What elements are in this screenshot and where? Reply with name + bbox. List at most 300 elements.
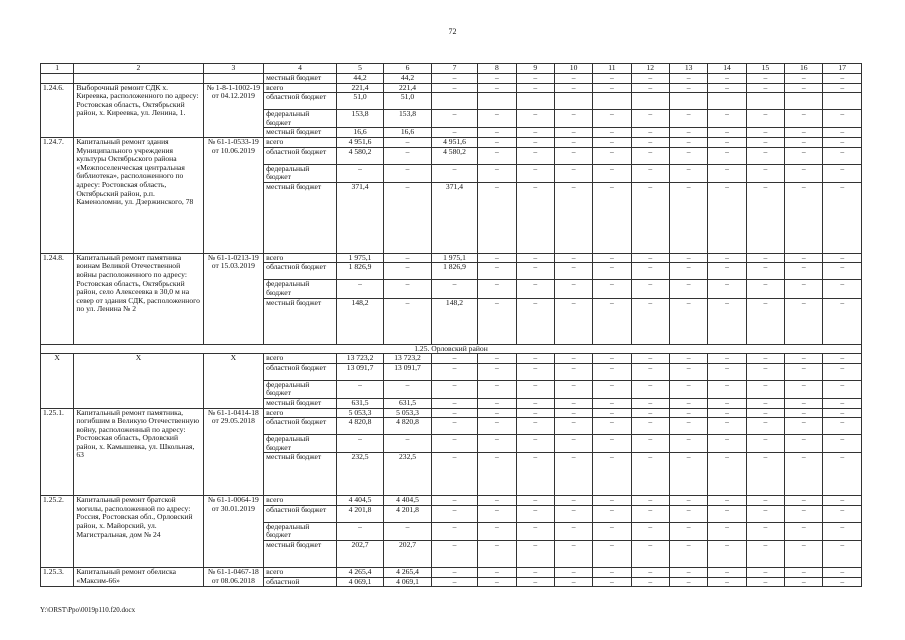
value-cell: – (708, 354, 746, 364)
value-cell: – (631, 505, 669, 522)
item-description: Капитальный ремонт памятника воинам Великой Отечественной войны расположенного по адресу: Ростовская область, Октябрьский район, село Алексеевка в 30,0 м на север от здания СДК, расположенного по ул. Ленина № 2 (74, 253, 203, 344)
value-cell: – (593, 137, 631, 147)
value-cell: – (823, 164, 862, 182)
value-cell: – (516, 577, 554, 587)
value-cell (746, 93, 784, 110)
value-cell: – (823, 147, 862, 164)
value-cell: – (823, 522, 862, 540)
value-cell: – (823, 380, 862, 398)
value-cell: – (708, 164, 746, 182)
value-cell: – (384, 147, 431, 164)
value-cell: – (431, 164, 477, 182)
budget-source: местный бюджет (264, 541, 337, 568)
value-cell: – (478, 128, 516, 138)
column-number: 7 (431, 64, 477, 74)
value-cell: – (746, 568, 784, 578)
value-cell: – (516, 298, 554, 344)
value-cell: 4 201,8 (384, 505, 431, 522)
value-cell: – (516, 253, 554, 263)
value-cell: – (708, 435, 746, 453)
value-cell: – (554, 568, 592, 578)
value-cell: – (823, 568, 862, 578)
budget-source: областной бюджет (264, 505, 337, 522)
value-cell: – (384, 522, 431, 540)
value-cell: – (746, 354, 784, 364)
value-cell: – (631, 577, 669, 587)
value-cell: – (631, 496, 669, 506)
value-cell: – (823, 128, 862, 138)
value-cell: – (478, 380, 516, 398)
value-cell: – (478, 182, 516, 253)
value-cell: – (785, 453, 823, 496)
value-cell: – (746, 418, 784, 435)
value-cell: – (669, 253, 707, 263)
value-cell: – (631, 280, 669, 298)
expertise-number: № 61-1-0213-19 от 15.03.2019 (203, 253, 264, 344)
budget-source: местный бюджет (264, 453, 337, 496)
value-cell: 4 201,8 (336, 505, 383, 522)
value-cell: – (746, 182, 784, 253)
value-cell: 153,8 (384, 110, 431, 128)
value-cell: – (669, 496, 707, 506)
value-cell: – (431, 541, 477, 568)
value-cell: – (554, 83, 592, 93)
value-cell: – (554, 380, 592, 398)
value-cell: – (785, 418, 823, 435)
value-cell: – (631, 435, 669, 453)
value-cell: – (785, 83, 823, 93)
value-cell: – (554, 522, 592, 540)
value-cell: – (431, 522, 477, 540)
value-cell: – (431, 418, 477, 435)
column-number: 16 (785, 64, 823, 74)
value-cell: – (746, 577, 784, 587)
value-cell: – (823, 182, 862, 253)
value-cell: – (516, 182, 554, 253)
value-cell: – (669, 128, 707, 138)
budget-source: областной бюджет (264, 263, 337, 280)
value-cell: 1 826,9 (431, 263, 477, 280)
value-cell: – (631, 418, 669, 435)
value-cell: – (746, 398, 784, 408)
value-cell: – (516, 418, 554, 435)
value-cell (516, 93, 554, 110)
value-cell: – (593, 74, 631, 84)
value-cell: 5 053,3 (336, 408, 383, 418)
value-cell: 44,2 (336, 74, 383, 84)
budget-source: федеральный бюджет (264, 164, 337, 182)
value-cell: 13 723,2 (336, 354, 383, 364)
value-cell: – (631, 541, 669, 568)
value-cell: – (593, 298, 631, 344)
value-cell: – (708, 137, 746, 147)
value-cell: – (631, 298, 669, 344)
value-cell: – (478, 453, 516, 496)
value-cell: – (669, 522, 707, 540)
value-cell: – (593, 83, 631, 93)
value-cell: – (823, 110, 862, 128)
value-cell: 1 826,9 (336, 263, 383, 280)
value-cell: 202,7 (336, 541, 383, 568)
value-cell: – (516, 435, 554, 453)
value-cell: – (431, 128, 477, 138)
value-cell: – (631, 354, 669, 364)
budget-source: федеральный бюджет (264, 522, 337, 540)
value-cell: – (746, 453, 784, 496)
value-cell: – (823, 280, 862, 298)
value-cell: – (746, 408, 784, 418)
value-cell: 371,4 (431, 182, 477, 253)
value-cell: – (431, 74, 477, 84)
value-cell: – (554, 110, 592, 128)
table-row (41, 74, 862, 84)
value-cell: – (478, 418, 516, 435)
value-cell: – (516, 74, 554, 84)
value-cell: – (554, 453, 592, 496)
value-cell: 148,2 (431, 298, 477, 344)
item-description: Капитальный ремонт памятника, погибшим в Великую Отечественную войну, расположенный по адресу: Ростовская область, Орловский район, х. Камышевка, ул. Школьная, 63 (74, 408, 203, 496)
item-number: 1.24.8. (41, 253, 74, 344)
value-cell: 4 951,6 (336, 137, 383, 147)
column-number: 3 (203, 64, 264, 74)
value-cell: – (823, 453, 862, 496)
value-cell: – (593, 128, 631, 138)
budget-source: областной бюджет (264, 363, 337, 380)
value-cell: – (785, 253, 823, 263)
value-cell: – (785, 380, 823, 398)
value-cell: – (384, 253, 431, 263)
value-cell: – (336, 522, 383, 540)
value-cell: – (669, 354, 707, 364)
item-number: 1.25.3. (41, 568, 74, 587)
value-cell: 4 951,6 (431, 137, 477, 147)
value-cell: – (823, 496, 862, 506)
value-cell: 4 404,5 (336, 496, 383, 506)
value-cell: – (669, 577, 707, 587)
column-number: 10 (554, 64, 592, 74)
value-cell: 4 820,8 (384, 418, 431, 435)
value-cell: – (431, 435, 477, 453)
value-cell: – (431, 83, 477, 93)
budget-source: местный бюджет (264, 398, 337, 408)
column-number: 1 (41, 64, 74, 74)
value-cell: – (746, 363, 784, 380)
expertise-number: № 61-1-0533-19 от 10.06.2019 (203, 137, 264, 253)
budget-source: всего (264, 83, 337, 93)
value-cell: 4 069,1 (384, 577, 431, 587)
value-cell: – (516, 496, 554, 506)
value-cell: – (516, 398, 554, 408)
value-cell (593, 93, 631, 110)
value-cell: – (823, 253, 862, 263)
value-cell: – (631, 137, 669, 147)
value-cell: 1 975,1 (431, 253, 477, 263)
value-cell: – (785, 137, 823, 147)
value-cell: – (516, 541, 554, 568)
value-cell: – (708, 568, 746, 578)
value-cell: – (669, 263, 707, 280)
value-cell: – (823, 398, 862, 408)
value-cell: 221,4 (384, 83, 431, 93)
value-cell: – (593, 110, 631, 128)
value-cell: – (785, 541, 823, 568)
item-description: Выборочный ремонт СДК х. Киреевка, расположенного по адресу: Ростовская область, Октябрьский район, х. Киреевка, ул. Ленина, 1. (74, 83, 203, 137)
value-cell: 16,6 (384, 128, 431, 138)
value-cell: – (669, 435, 707, 453)
expertise-number: № 61-1-0064-19 от 30.01.2019 (203, 496, 264, 568)
value-cell: – (746, 522, 784, 540)
value-cell: – (554, 263, 592, 280)
value-cell: – (593, 522, 631, 540)
value-cell: – (478, 496, 516, 506)
value-cell: – (478, 164, 516, 182)
value-cell: – (708, 522, 746, 540)
value-cell: – (478, 110, 516, 128)
value-cell: – (554, 505, 592, 522)
column-number: 13 (669, 64, 707, 74)
value-cell: – (478, 298, 516, 344)
budget-source: всего (264, 354, 337, 364)
budget-source: областной (264, 577, 337, 587)
value-cell (631, 93, 669, 110)
value-cell: – (785, 128, 823, 138)
value-cell: – (631, 363, 669, 380)
value-cell: – (516, 280, 554, 298)
value-cell: – (554, 577, 592, 587)
value-cell: – (516, 453, 554, 496)
budget-source: федеральный бюджет (264, 280, 337, 298)
value-cell: – (431, 453, 477, 496)
value-cell: – (823, 577, 862, 587)
value-cell: – (478, 522, 516, 540)
value-cell: – (669, 164, 707, 182)
column-number: 8 (478, 64, 516, 74)
value-cell: – (516, 263, 554, 280)
value-cell (708, 93, 746, 110)
budget-source: областной бюджет (264, 147, 337, 164)
value-cell: – (593, 568, 631, 578)
value-cell: – (785, 147, 823, 164)
value-cell: – (384, 380, 431, 398)
value-cell: – (708, 83, 746, 93)
value-cell: – (478, 74, 516, 84)
value-cell: – (631, 453, 669, 496)
value-cell: 51,0 (336, 93, 383, 110)
value-cell: – (746, 496, 784, 506)
value-cell: – (746, 83, 784, 93)
value-cell (785, 93, 823, 110)
value-cell: – (708, 380, 746, 398)
value-cell: – (516, 568, 554, 578)
value-cell: – (431, 496, 477, 506)
value-cell: – (785, 182, 823, 253)
value-cell: – (669, 280, 707, 298)
value-cell: – (516, 128, 554, 138)
section-row (41, 344, 862, 354)
value-cell: – (785, 408, 823, 418)
value-cell: – (554, 298, 592, 344)
value-cell: – (785, 110, 823, 128)
value-cell: – (669, 298, 707, 344)
item-number: 1.24.6. (41, 83, 74, 137)
value-cell: – (746, 137, 784, 147)
value-cell: – (593, 147, 631, 164)
value-cell: – (823, 74, 862, 84)
value-cell: – (554, 496, 592, 506)
value-cell: 4 265,4 (384, 568, 431, 578)
value-cell: – (336, 380, 383, 398)
value-cell: – (669, 380, 707, 398)
value-cell: – (746, 505, 784, 522)
item-number (41, 74, 74, 84)
value-cell: – (478, 263, 516, 280)
column-number: 5 (336, 64, 383, 74)
value-cell: – (785, 74, 823, 84)
value-cell: – (669, 147, 707, 164)
value-cell: – (785, 363, 823, 380)
column-number: 4 (264, 64, 337, 74)
value-cell: 51,0 (384, 93, 431, 110)
value-cell: 44,2 (384, 74, 431, 84)
value-cell: – (631, 263, 669, 280)
table-row (41, 253, 862, 263)
value-cell: 371,4 (336, 182, 383, 253)
page-number: 72 (448, 27, 457, 36)
value-cell: – (785, 568, 823, 578)
value-cell: – (669, 453, 707, 496)
value-cell: – (593, 496, 631, 506)
value-cell: – (708, 253, 746, 263)
value-cell: – (593, 263, 631, 280)
value-cell: – (554, 418, 592, 435)
value-cell: – (746, 541, 784, 568)
item-number: 1.24.7. (41, 137, 74, 253)
value-cell: – (554, 128, 592, 138)
value-cell: – (593, 380, 631, 398)
column-number: 14 (708, 64, 746, 74)
value-cell: – (669, 83, 707, 93)
value-cell: – (554, 147, 592, 164)
column-number: 2 (74, 64, 203, 74)
value-cell: 202,7 (384, 541, 431, 568)
value-cell: – (823, 363, 862, 380)
value-cell: – (631, 164, 669, 182)
value-cell: – (708, 147, 746, 164)
value-cell: – (708, 263, 746, 280)
table-row (41, 137, 862, 147)
value-cell: – (631, 74, 669, 84)
value-cell: – (384, 182, 431, 253)
item-description (74, 74, 203, 84)
value-cell: – (785, 435, 823, 453)
value-cell: – (746, 253, 784, 263)
value-cell: – (516, 522, 554, 540)
value-cell: – (384, 137, 431, 147)
column-number: 9 (516, 64, 554, 74)
value-cell: – (785, 522, 823, 540)
value-cell: – (746, 128, 784, 138)
value-cell: – (823, 263, 862, 280)
value-cell: – (631, 83, 669, 93)
value-cell: 153,8 (336, 110, 383, 128)
value-cell: – (593, 435, 631, 453)
value-cell: – (478, 568, 516, 578)
value-cell: 631,5 (384, 398, 431, 408)
value-cell: 4 265,4 (336, 568, 383, 578)
value-cell: – (478, 137, 516, 147)
value-cell: – (631, 398, 669, 408)
value-cell: – (478, 363, 516, 380)
value-cell: – (708, 453, 746, 496)
item-description: Капитальный ремонт здания Муниципального учреждения культуры Октябрьского района «Межпоселенческая центральная библиотека», расположенного по адресу: Ростовская область, Октябрьский район, р.п. Каменоломни, ул. Дзержинского, 78 (74, 137, 203, 253)
value-cell: – (478, 408, 516, 418)
value-cell: – (554, 435, 592, 453)
value-cell: 5 053,3 (384, 408, 431, 418)
value-cell: 13 723,2 (384, 354, 431, 364)
value-cell: 232,5 (336, 453, 383, 496)
value-cell: – (384, 298, 431, 344)
value-cell: – (554, 182, 592, 253)
value-cell: – (554, 280, 592, 298)
value-cell: – (785, 263, 823, 280)
value-cell: – (593, 541, 631, 568)
value-cell: – (431, 577, 477, 587)
value-cell: – (785, 505, 823, 522)
value-cell: – (823, 354, 862, 364)
value-cell: – (554, 137, 592, 147)
value-cell: 13 091,7 (336, 363, 383, 380)
value-cell: – (478, 577, 516, 587)
value-cell: – (823, 505, 862, 522)
value-cell: 631,5 (336, 398, 383, 408)
value-cell: – (631, 522, 669, 540)
value-cell: – (708, 505, 746, 522)
value-cell: – (746, 74, 784, 84)
value-cell: – (554, 253, 592, 263)
value-cell: – (669, 418, 707, 435)
value-cell: – (708, 74, 746, 84)
budget-source: местный бюджет (264, 74, 337, 84)
value-cell: – (593, 363, 631, 380)
column-number: 12 (631, 64, 669, 74)
value-cell: – (516, 83, 554, 93)
value-cell: – (669, 398, 707, 408)
value-cell: – (554, 354, 592, 364)
value-cell: – (823, 408, 862, 418)
value-cell: – (554, 408, 592, 418)
value-cell: 148,2 (336, 298, 383, 344)
item-number: X (41, 354, 74, 408)
value-cell: – (593, 408, 631, 418)
section-title: 1.25. Орловский район (41, 344, 862, 354)
value-cell: – (631, 253, 669, 263)
value-cell: – (746, 110, 784, 128)
value-cell: – (593, 280, 631, 298)
value-cell: – (631, 408, 669, 418)
value-cell: – (516, 363, 554, 380)
value-cell: – (708, 182, 746, 253)
budget-source: федеральный бюджет (264, 435, 337, 453)
value-cell: – (823, 137, 862, 147)
value-cell: – (478, 541, 516, 568)
budget-source: всего (264, 137, 337, 147)
budget-source: местный бюджет (264, 182, 337, 253)
value-cell: – (516, 164, 554, 182)
value-cell: – (431, 398, 477, 408)
table-row (41, 354, 862, 364)
value-cell (669, 93, 707, 110)
value-cell: – (431, 110, 477, 128)
